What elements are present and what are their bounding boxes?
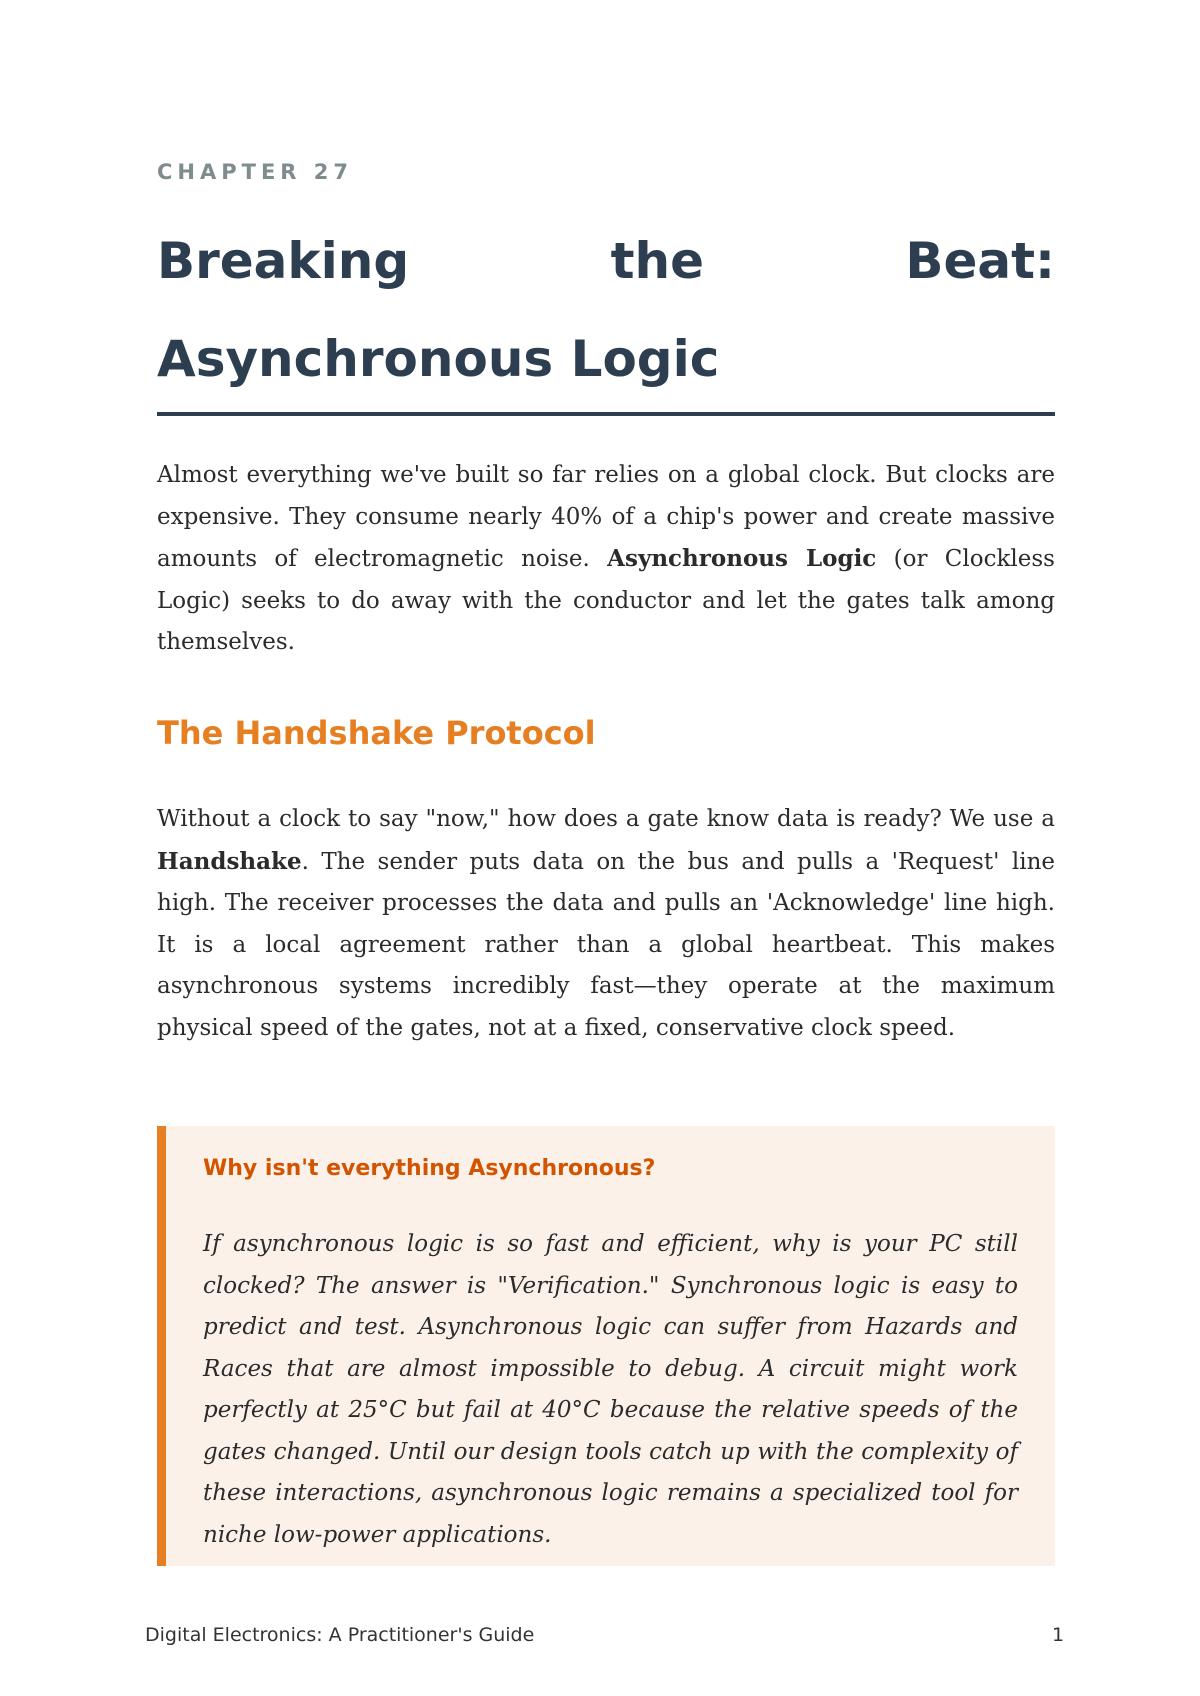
- chapter-title: [157, 212, 1055, 408]
- chapter-label: CHAPTER 27: [157, 160, 354, 184]
- title-divider: [157, 412, 1055, 416]
- chapter-title-line-1: Breaking the Beat:: [157, 232, 1055, 290]
- intro-paragraph: [157, 455, 1055, 664]
- intro-text-start: Almost everything we've built so far relies on a global clock. But clocks are expensive. They consume nearly 40% of a chip's power and create massive amounts of electromagnetic noise.: [157, 462, 1055, 572]
- section-paragraph: [157, 799, 1055, 1049]
- footer-book-title: Digital Electronics: A Practitioner's Guide: [145, 1624, 535, 1646]
- section-bold-term: Handshake: [157, 847, 302, 875]
- intro-text-end: (or Clockless Logic) seeks to do away with the conductor and let the gates talk among themselves.: [157, 546, 1055, 655]
- section-heading: The Handshake Protocol: [157, 714, 596, 752]
- footer-page-number: 1: [1052, 1624, 1065, 1646]
- callout-box: [157, 1126, 1055, 1566]
- section-text-end: . The sender puts data on the bus and pulls a 'Request' line high. The receiver processes the data and pulls an 'Acknowledge' line high. It is a local agreement rather than a global heartbeat. This makes asynchronous systems incredibly fast—they operate at the maximum physical speed of the gates, not at a fixed, conservative clock speed.: [157, 848, 1055, 1041]
- chapter-title-line-2: Asynchronous Logic: [157, 330, 720, 388]
- callout-title: Why isn't everything Asynchronous?: [203, 1156, 656, 1181]
- callout-body: If asynchronous logic is so fast and efficient, why is your PC still clocked? The answer is "Verification." Synchronous logic is easy to predict and test. Asynchronous logic can suffer from Hazards and Races that are almost impossible to debug. A circuit might work perfectly at 25°C but fail at 40°C because the relative speeds of the gates changed. Until our design tools catch up with the complexity of these interactions, asynchronous logic remains a specialized tool for niche low-power applications.: [203, 1231, 1018, 1548]
- intro-bold-term: Asynchronous Logic: [607, 545, 877, 572]
- section-text-start: Without a clock to say "now," how does a gate know data is ready? We use a: [157, 806, 1055, 832]
